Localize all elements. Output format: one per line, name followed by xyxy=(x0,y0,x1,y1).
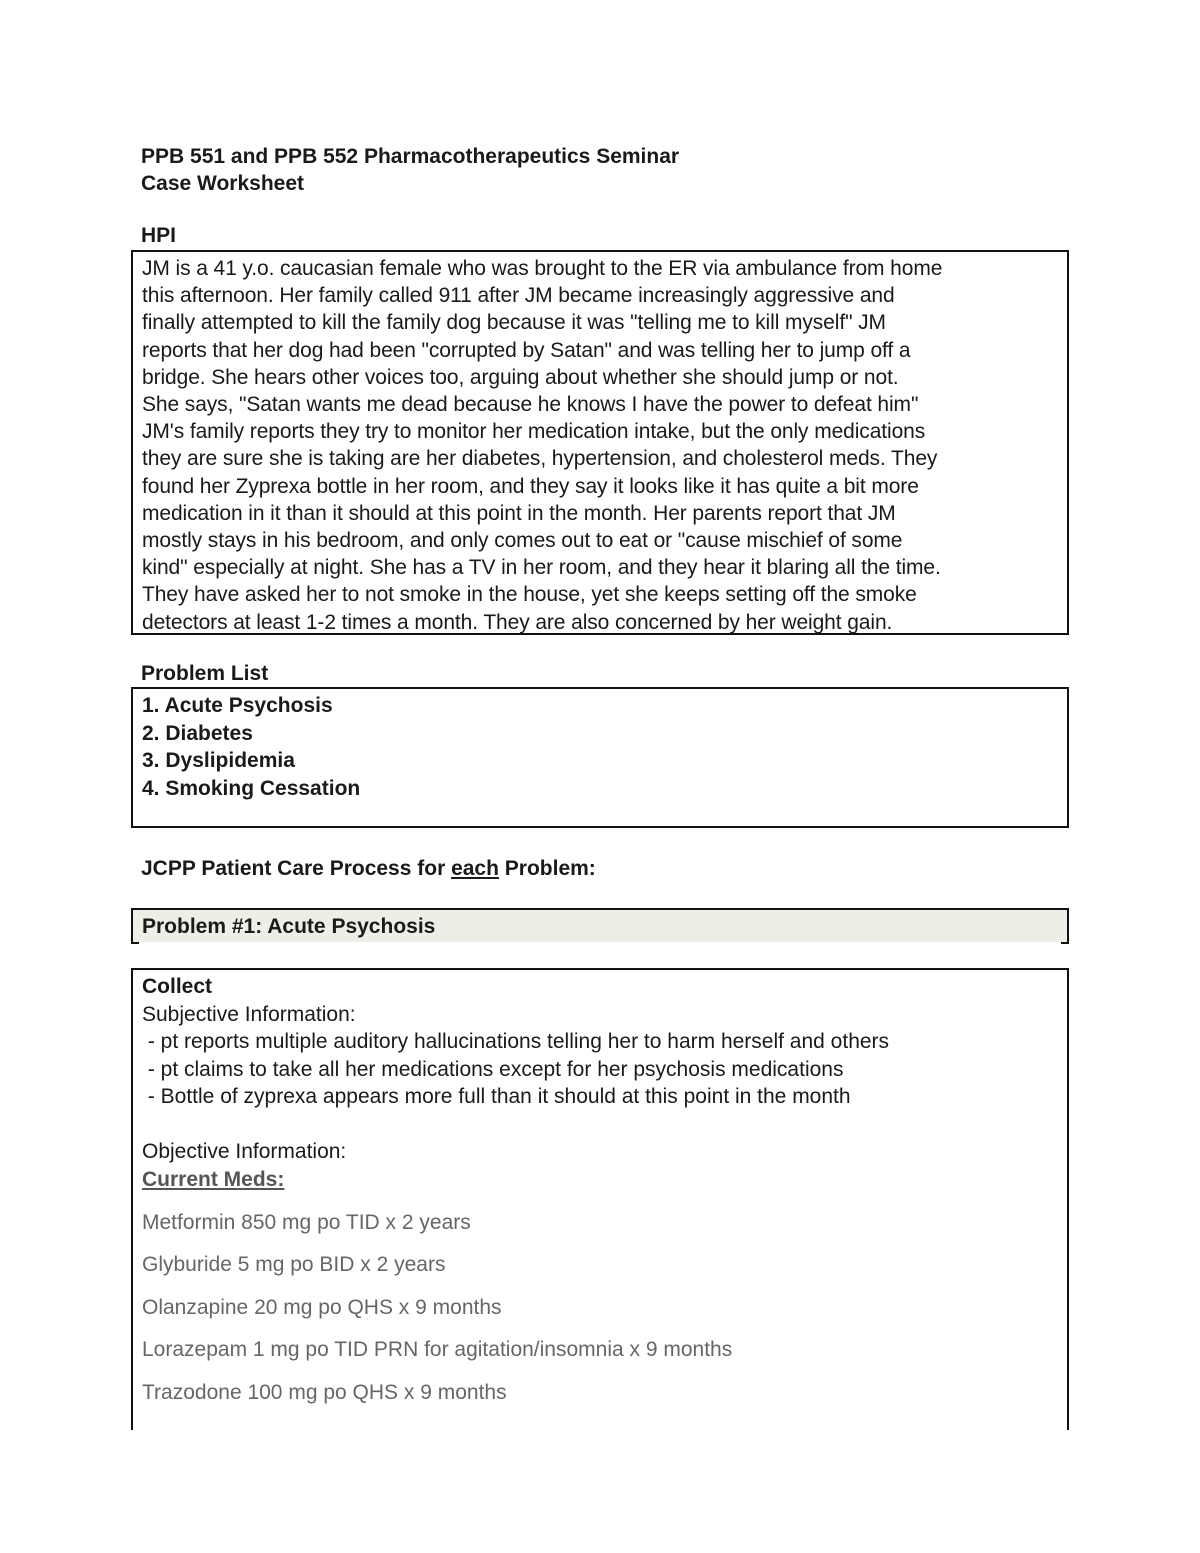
jcpp-heading xyxy=(141,856,596,882)
subjective-label: Subjective Information: xyxy=(142,1002,356,1026)
document-title xyxy=(141,143,679,197)
problem1-header-box xyxy=(131,908,1069,942)
problem-list-label: Problem List xyxy=(141,662,269,685)
med-item: Metformin 850 mg po TID x 2 years xyxy=(142,1210,471,1234)
title-course: PPB 551 and PPB 552 Pharmacotherapeutics Seminar xyxy=(141,145,680,168)
subjective-item: - Bottle of zyprexa appears more full than it should at this point in the month xyxy=(142,1085,851,1108)
med-item: Lorazepam 1 mg po TID PRN for agitation/insomnia x 9 months xyxy=(142,1338,733,1361)
current-meds-label: Current Meds: xyxy=(142,1167,285,1191)
objective-label: Objective Information: xyxy=(142,1140,347,1163)
med-item: Glyburide 5 mg po BID x 2 years xyxy=(142,1253,446,1276)
title-worksheet: Case Worksheet xyxy=(141,172,305,195)
problem-item: 1. Acute Psychosis xyxy=(142,694,333,717)
jcpp-emphasis: each xyxy=(451,857,499,880)
subjective-item: - pt claims to take all her medications except for her psychosis medications xyxy=(142,1057,844,1081)
collect-box xyxy=(131,968,1069,1430)
collect-content xyxy=(142,973,1067,1406)
hpi-label: HPI xyxy=(141,224,177,247)
med-item: Trazodone 100 mg po QHS x 9 months xyxy=(142,1380,507,1404)
subjective-list xyxy=(142,1028,1067,1111)
hpi-text: JM is a 41 y.o. caucasian female who was brought to the ER via ambulance from home this afternoon. Her family called 911 after JM became increasingly aggressive and finally attempted to kill the family dog because it was "telling me to kill myself" JM reports that her dog had been "corrupted by Satan" and was telling her to jump off a bridge. She hears other voices too, arguing about whether she should jump or not. She says, "Satan wants me dead because he knows I have the power to defeat him" JM's family reports they try to monitor her medication intake, but the only medications they are sure she is taking are her diabetes, hypertension, and cholesterol meds. They found her Zyprexa bottle in her room, and they say it looks like it has quite a bit more medication in it than it should at this point in the month. Her parents report that JM mostly stays in his bedroom, and only comes out to eat or "cause mischief of some kind" especially at night. She has a TV in her room, and they hear it blaring all the time. They have asked her to not smoke in the house, yet she keeps setting off the smoke detectors at least 1-2 times a month. They are also concerned by her weight gain. xyxy=(142,257,943,634)
problem-item: 4. Smoking Cessation xyxy=(142,776,361,800)
problem-list xyxy=(142,692,360,802)
jcpp-prefix: JCPP Patient Care Process for xyxy=(141,857,452,880)
med-item: Olanzapine 20 mg po QHS x 9 months xyxy=(142,1295,502,1319)
hpi-box xyxy=(131,250,1069,635)
problem-item: 2. Diabetes xyxy=(142,721,253,745)
current-meds-list xyxy=(142,1209,1067,1406)
collect-heading: Collect xyxy=(142,975,213,998)
problem-list-box xyxy=(131,687,1069,828)
problem1-title: Problem #1: Acute Psychosis xyxy=(142,915,436,938)
subjective-item: - pt reports multiple auditory hallucinations telling her to harm herself and others xyxy=(142,1030,890,1053)
problem-item: 3. Dyslipidemia xyxy=(142,749,295,772)
jcpp-suffix: Problem: xyxy=(498,857,596,880)
spacer xyxy=(142,1111,1067,1139)
